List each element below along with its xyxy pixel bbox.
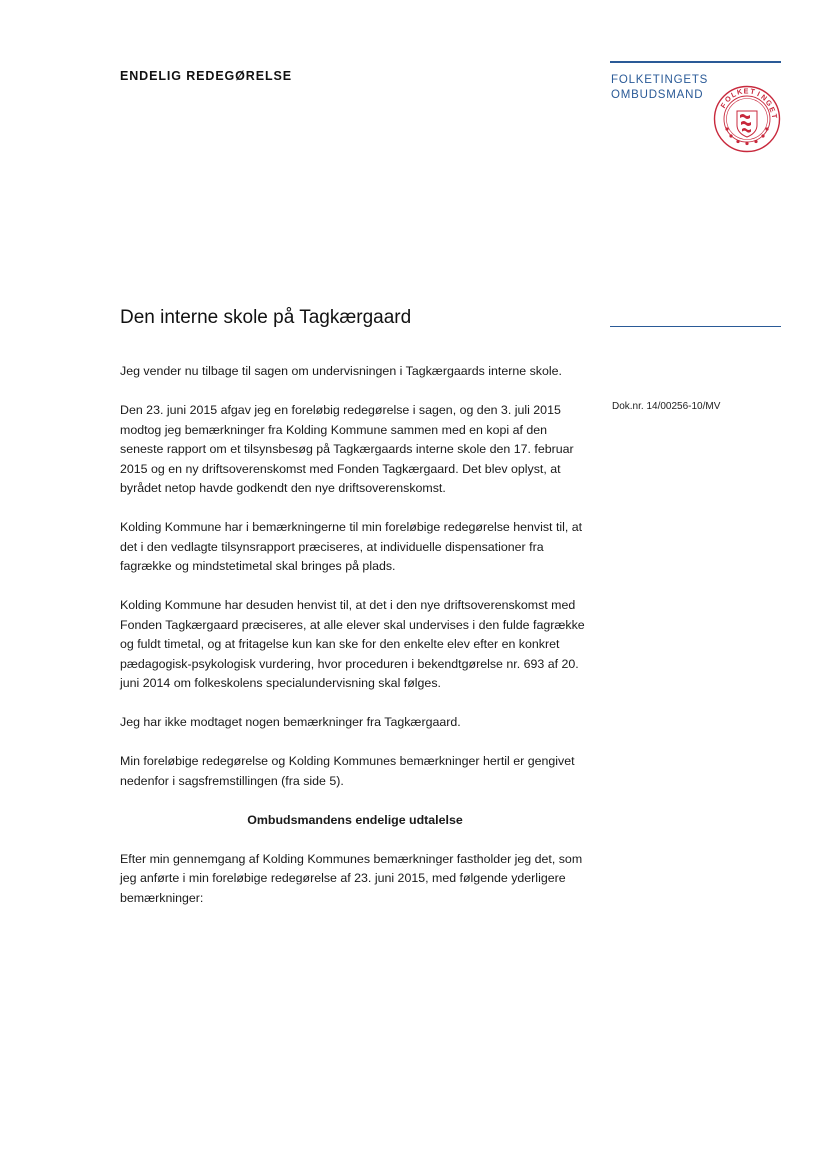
document-number: Dok.nr. 14/00256-10/MV	[612, 401, 721, 412]
document-body	[120, 362, 590, 928]
body-paragraph: Jeg vender nu tilbage til sagen om undervisningen i Tagkærgaards interne skole.	[120, 364, 562, 378]
body-paragraph: Den 23. juni 2015 afgav jeg en foreløbig redegørelse i sagen, og den 3. juli 2015 modtog jeg bemærkninger fra Kolding Kommune sammen med en kopi af den seneste rapport om et tilsynsbesøg på Tagkærgaards interne skole den 17. februar 2015 og en ny driftsoverenskomst med Fonden Tagkærgaard. Det blev oplyst, at byrådet netop havde godkendt den nye driftsoverenskomst.	[120, 403, 574, 495]
body-paragraph: Kolding Kommune har desuden henvist til, at det i den nye driftsoverenskomst med Fonden Tagkærgaard præciseres, at alle elever skal undervises i den fulde fagrække og fuldt timetal, og at fritagelse kun kan ske for den enkelte elev efter en konkret pædagogisk-psykologisk vurdering, hvor proceduren i bekendtgørelse nr. 693 af 20. juni 2014 om folkeskolens specialundervisning skal følges.	[120, 598, 585, 690]
brand-line-2: OMBUDSMAND	[611, 89, 704, 101]
brand-top-rule	[610, 61, 781, 63]
ombudsman-brand	[611, 73, 708, 103]
svg-text:T: T	[749, 86, 756, 97]
svg-text:N: N	[759, 92, 769, 103]
svg-text:G: G	[763, 97, 775, 108]
svg-text:L: L	[729, 89, 738, 100]
brand-line-1: FOLKETINGETS	[611, 74, 709, 86]
sidebar-rule	[610, 326, 781, 327]
closing-paragraph: Efter min gennemgang af Kolding Kommunes bemærkninger fastholder jeg det, som jeg anførte i min foreløbige redegørelse af 23. juni 2015, med følgende yderligere bemærkninger:	[120, 851, 583, 905]
svg-text:O: O	[722, 93, 733, 105]
svg-text:F: F	[718, 101, 729, 110]
body-paragraph: Min foreløbige redegørelse og Kolding Kommunes bemærkninger hertil er gengivet nedenfor i sagsfremstillingen (fra side 5).	[120, 754, 575, 788]
svg-text:K: K	[735, 86, 743, 97]
document-title: Den interne skole på Tagkærgaard	[120, 307, 412, 328]
body-paragraph: Jeg har ikke modtaget nogen bemærkninger fra Tagkærgaard.	[120, 715, 461, 729]
folketinget-seal-icon	[713, 85, 781, 153]
section-heading: Ombudsmandens endelige udtalelse	[247, 812, 463, 827]
body-paragraph: Kolding Kommune har i bemærkningerne til min foreløbige redegørelse henvist til, at det i den vedlagte tilsynsrapport præciseres, at individuelle dispensationer fra fagrække og mindstetimetal skal bringes på plads.	[120, 520, 583, 573]
document-type-label: ENDELIG REDEGØRELSE	[120, 69, 292, 83]
svg-text:T: T	[769, 113, 780, 120]
svg-text:E: E	[743, 86, 749, 96]
svg-text:E: E	[767, 105, 778, 114]
svg-text:I: I	[755, 89, 762, 99]
